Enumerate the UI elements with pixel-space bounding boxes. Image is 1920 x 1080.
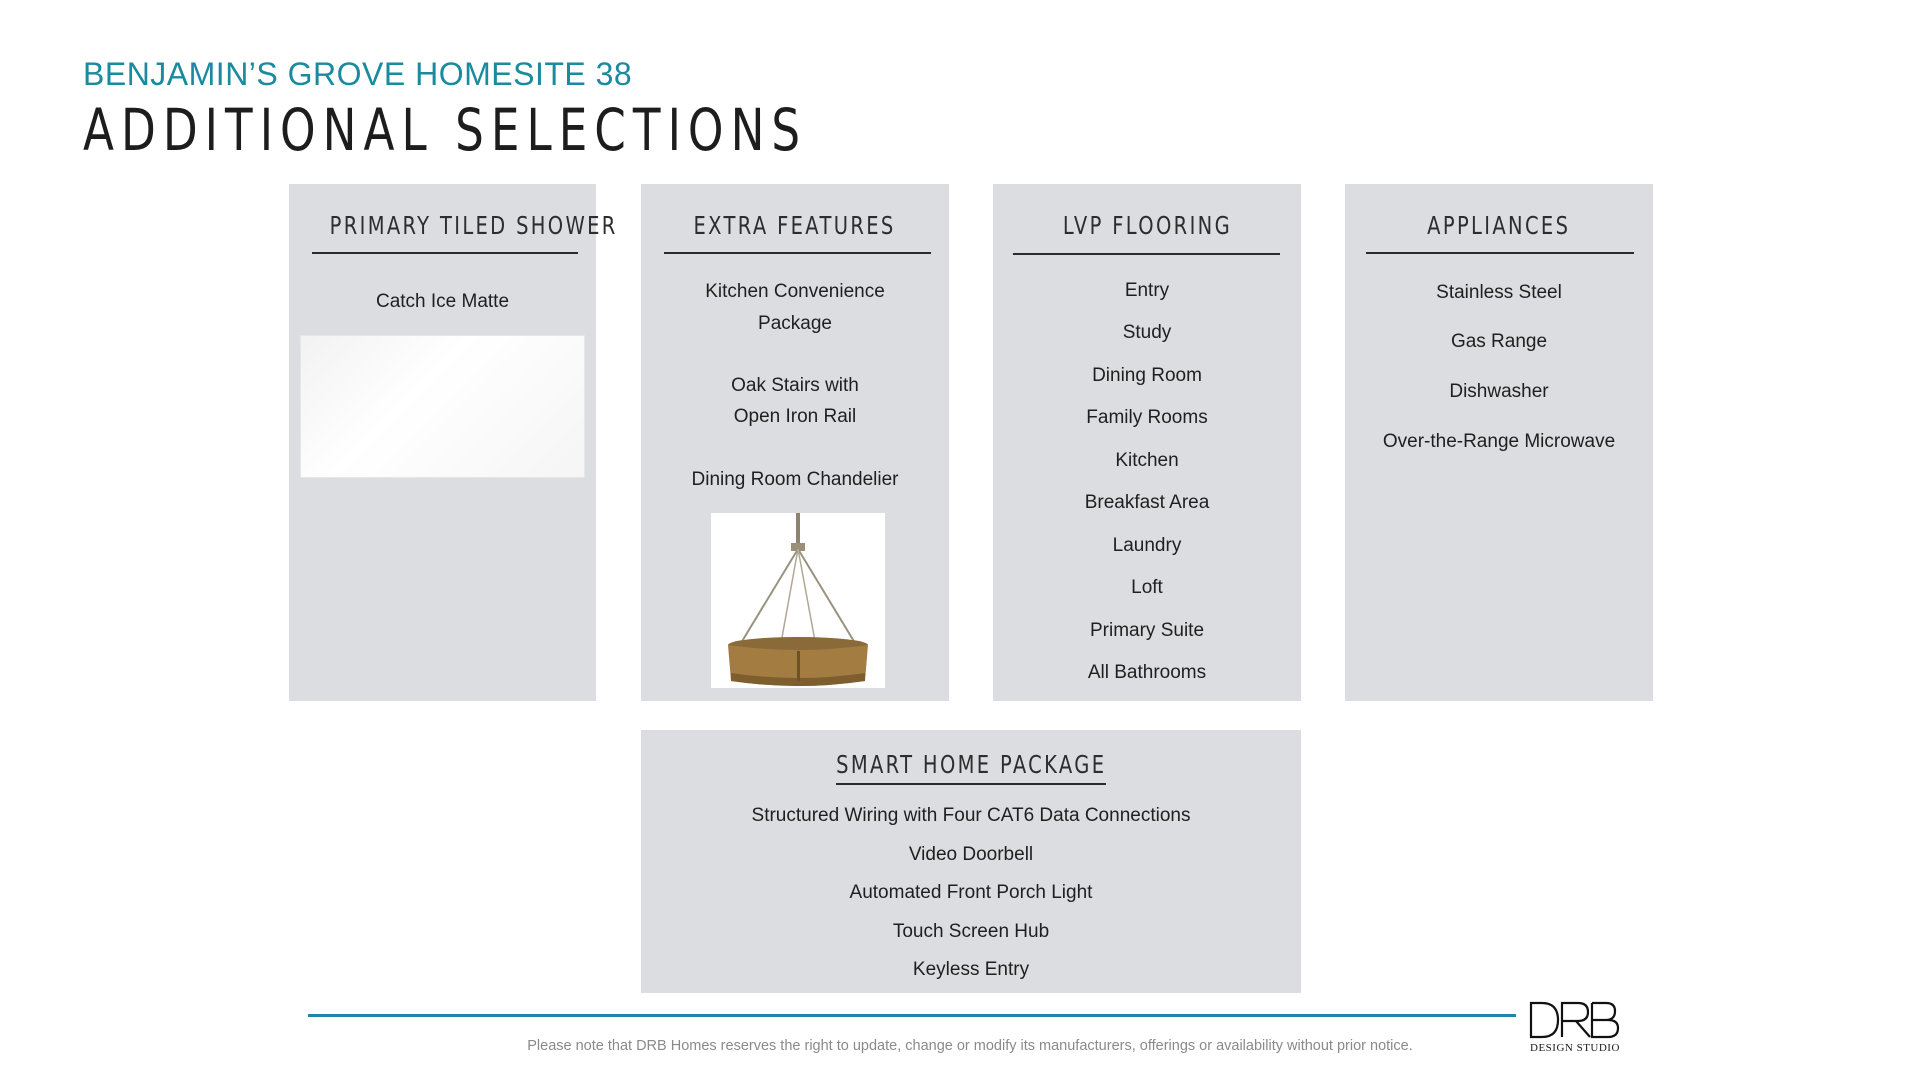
flooring-item: All Bathrooms [1087, 662, 1207, 683]
logo-subtitle: DESIGN STUDIO [1530, 1042, 1620, 1054]
extra-item-stairs-2: Open Iron Rail [733, 406, 857, 427]
extra-item-stairs-1: Oak Stairs with [731, 375, 859, 396]
flooring-item: Family Rooms [1086, 407, 1208, 428]
footer-divider [308, 1014, 1516, 1017]
tile-swatch-image [300, 335, 585, 478]
flooring-item: Laundry [1112, 535, 1182, 556]
smart-home-heading-rule [836, 783, 1106, 785]
extra-features-heading-rule [664, 252, 931, 254]
appliance-item: Gas Range [1450, 331, 1548, 352]
lvp-flooring-heading: LVP FLOORING [1062, 211, 1232, 240]
appliances-heading: APPLIANCES [1427, 211, 1571, 240]
homesite-subtitle: BENJAMIN’S GROVE HOMESITE 38 [83, 56, 633, 92]
extra-item-kitchen-2: Package [758, 313, 832, 334]
flooring-item: Entry [1124, 280, 1170, 301]
smart-item: Automated Front Porch Light [849, 882, 1093, 903]
footer-disclaimer: Please note that DRB Homes reserves the right to update, change or modify its manufacturers, offerings or availability without prior notice. [527, 1038, 1413, 1054]
flooring-item: Primary Suite [1089, 620, 1205, 641]
flooring-item: Dining Room [1092, 365, 1202, 386]
appliance-item: Over-the-Range Microwave [1382, 431, 1616, 452]
smart-home-card [641, 730, 1301, 993]
appliance-item: Dishwasher [1449, 381, 1549, 402]
smart-item: Keyless Entry [912, 959, 1030, 980]
flooring-item: Study [1122, 322, 1172, 343]
shower-heading: PRIMARY TILED SHOWER [329, 211, 618, 240]
extra-features-card [641, 184, 949, 701]
shower-card [289, 184, 618, 701]
smart-item: Structured Wiring with Four CAT6 Data Connections [751, 805, 1191, 826]
smart-home-heading: SMART HOME PACKAGE [835, 750, 1107, 779]
appliances-heading-rule [1366, 252, 1634, 254]
flooring-item: Kitchen [1115, 450, 1179, 471]
smart-item: Video Doorbell [908, 844, 1034, 865]
smart-item: Touch Screen Hub [892, 921, 1050, 942]
extra-item-chandelier: Dining Room Chandelier [691, 469, 899, 490]
chandelier-image [711, 513, 885, 688]
extra-item-kitchen-1: Kitchen Convenience [705, 281, 885, 302]
flooring-item: Breakfast Area [1084, 492, 1210, 513]
appliance-item: Stainless Steel [1436, 282, 1562, 303]
page-title: ADDITIONAL SELECTIONS [83, 96, 808, 164]
lvp-flooring-heading-rule [1013, 253, 1280, 255]
appliances-card [1345, 184, 1653, 701]
extra-features-heading: EXTRA FEATURES [693, 211, 897, 240]
flooring-item: Loft [1131, 577, 1163, 598]
shower-heading-rule [312, 252, 578, 254]
lvp-flooring-card [993, 184, 1301, 701]
shower-tile-name: Catch Ice Matte [375, 291, 510, 312]
